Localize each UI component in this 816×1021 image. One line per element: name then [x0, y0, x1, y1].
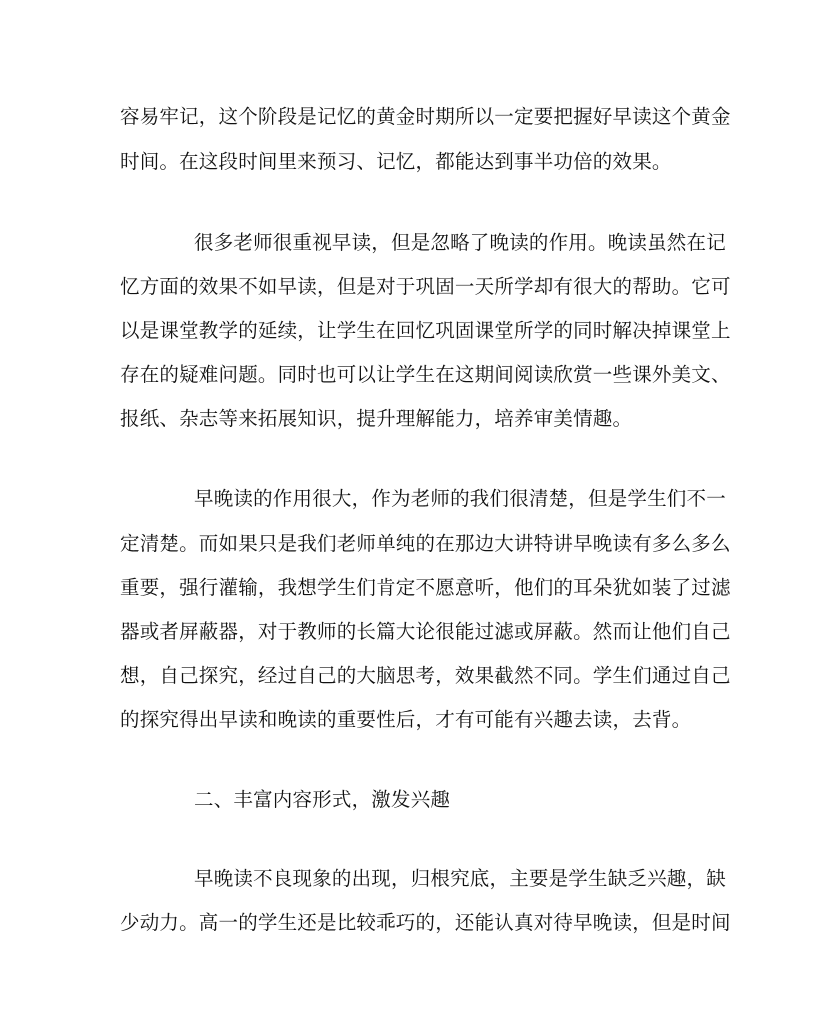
paragraph-1-line-2: 时间。在这段时间里来预习、记忆，都能达到事半功倍的效果。 — [120, 150, 672, 173]
paragraph-2-line-2: 忆方面的效果不如早读，但是对于巩固一天所学却有很大的帮助。它可 — [120, 275, 731, 298]
paragraph-3-line-3: 重要，强行灌输，我想学生们肯定不愿意听，他们的耳朵犹如装了过滤 — [120, 576, 731, 599]
paragraph-3-line-5: 想，自己探究，经过自己的大脑思考，效果截然不同。学生们通过自己 — [120, 664, 731, 687]
paragraph-1-line-1: 容易牢记，这个阶段是记忆的黄金时期所以一定要把握好早读这个黄金 — [120, 105, 731, 128]
paragraph-3-line-2: 定清楚。而如果只是我们老师单纯的在那边大讲特讲早晚读有多么多么 — [120, 532, 731, 555]
section-heading: 二、丰富内容形式，激发兴趣 — [194, 788, 451, 811]
paragraph-2-line-1: 很多老师很重视早读，但是忽略了晚读的作用。晚读虽然在记 — [194, 231, 726, 254]
paragraph-2-line-3: 以是课堂教学的延续，让学生在回忆巩固课堂所学的同时解决掉课堂上 — [120, 319, 731, 342]
paragraph-4-line-1: 早晚读不良现象的出现，归根究底，主要是学生缺乏兴趣，缺 — [194, 867, 726, 890]
paragraph-3-line-4: 器或者屏蔽器，对于教师的长篇大论很能过滤或屏蔽。然而让他们自己 — [120, 620, 731, 643]
paragraph-3-line-6: 的探究得出早读和晚读的重要性后，才有可能有兴趣去读，去背。 — [120, 708, 692, 731]
paragraph-4-line-2: 少动力。高一的学生还是比较乖巧的，还能认真对待早晚读，但是时间 — [120, 911, 731, 934]
paragraph-2-line-4: 存在的疑难问题。同时也可以让学生在这期间阅读欣赏一些课外美文、 — [120, 363, 731, 386]
paragraph-2-line-5: 报纸、杂志等来拓展知识，提升理解能力，培养审美情趣。 — [120, 407, 633, 430]
paragraph-3-line-1: 早晚读的作用很大，作为老师的我们很清楚，但是学生们不一 — [194, 487, 726, 510]
